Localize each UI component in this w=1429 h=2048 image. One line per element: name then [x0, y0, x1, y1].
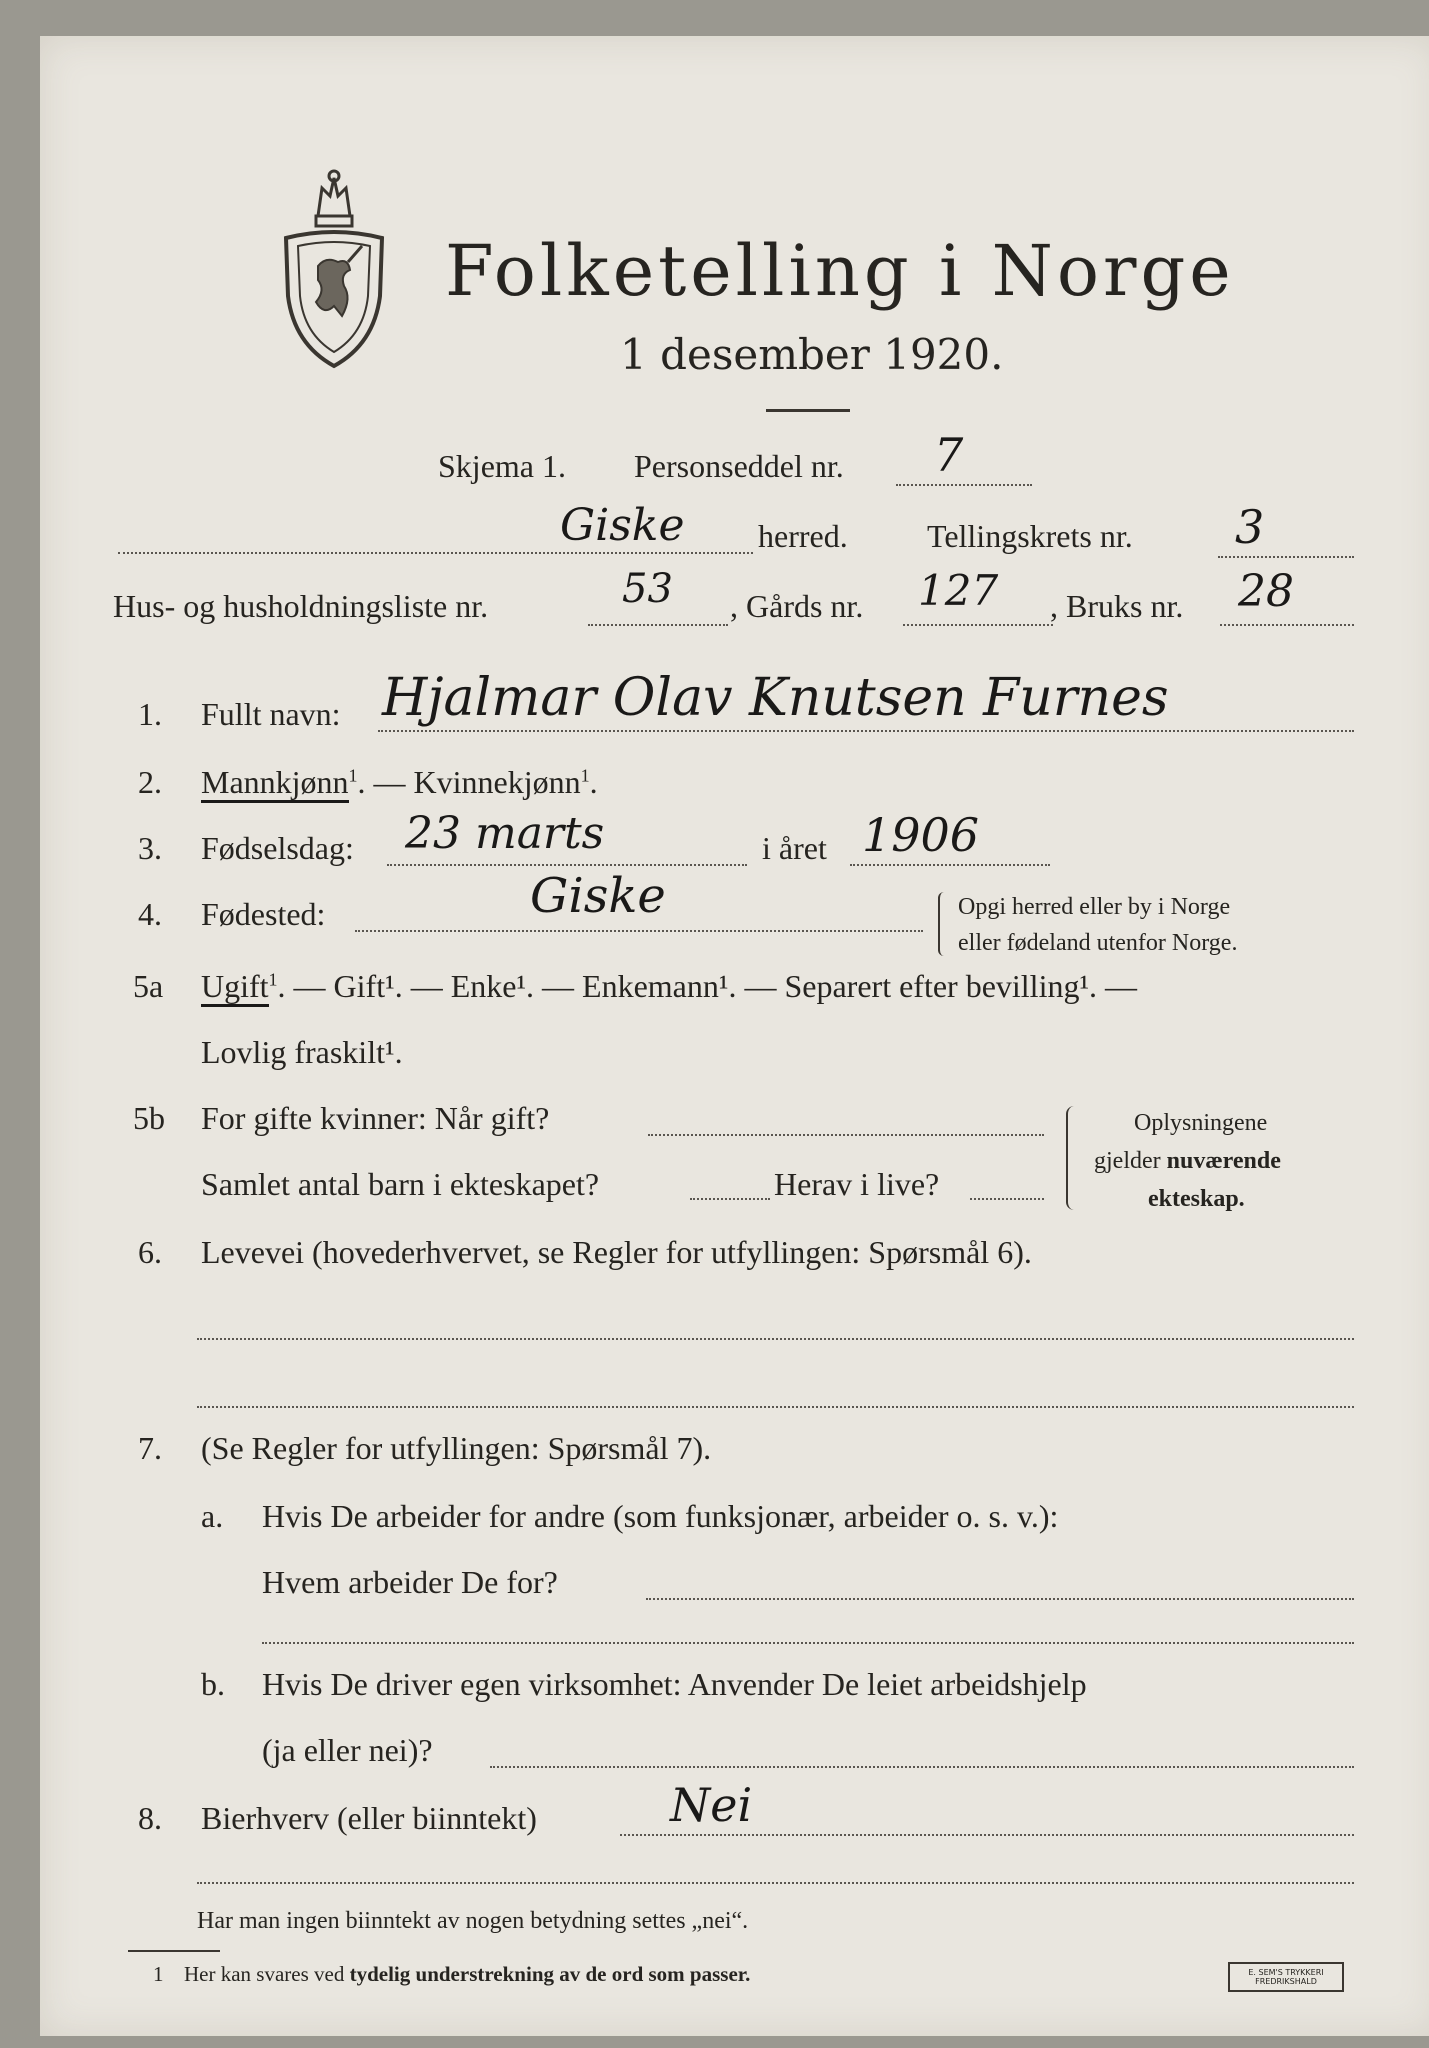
q5b-brace — [1066, 1106, 1078, 1210]
q7a-question: Hvem arbeider De for? — [262, 1564, 558, 1600]
q4-brace — [938, 892, 948, 956]
q5b-married-when-line — [648, 1134, 1044, 1136]
form-title: Folketelling i Norge — [445, 230, 1235, 312]
gards-value[interactable]: 127 — [918, 566, 999, 615]
marital-fraskilt: Lovlig fraskilt¹. — [201, 1034, 403, 1070]
q6-line2[interactable] — [197, 1406, 1354, 1408]
q8-line — [620, 1834, 1354, 1836]
sex-male-option[interactable]: Mannkjønn$^1$. — Kvinnekjønn$^1$. — [201, 764, 598, 801]
title-divider — [766, 409, 850, 412]
husliste-label: Hus- og husholdningsliste nr. — [113, 588, 489, 624]
marital-status-options[interactable]: Ugift$^1$. — Gift¹. — Enke¹. — Enkemann¹. — Separert efter bevilling¹. — — [201, 968, 1137, 1005]
marital-other-options: . — Gift¹. — Enke¹. — Enkemann¹. — Separert efter bevilling¹. — — [277, 968, 1138, 1004]
printer-stamp — [1228, 1962, 1344, 1992]
birth-year-value[interactable]: 1906 — [862, 808, 980, 862]
husliste-line — [588, 624, 728, 626]
census-date: 1 desember 1920. — [620, 330, 1004, 379]
footnote-text-bold: tydelig understrekning av de ord som passer. — [349, 1962, 751, 1986]
birthday-value[interactable]: 23 marts — [405, 808, 605, 859]
q5b-note-gjelder: gjelder — [1094, 1148, 1167, 1174]
personseddel-line — [896, 484, 1032, 486]
q3-line — [387, 864, 747, 866]
q7a-line2[interactable] — [262, 1642, 1354, 1644]
sex-separator: . — — [357, 764, 414, 800]
q3-year-label: i året — [762, 830, 827, 866]
footnote-divider — [128, 1950, 220, 1952]
q8-number: 8. — [138, 1800, 162, 1836]
q7-number: 7. — [138, 1430, 162, 1466]
sex-end: . — [589, 764, 598, 800]
q3-year-line — [850, 864, 1050, 866]
birthplace-value[interactable]: Giske — [530, 868, 666, 924]
herred-label: herred. — [758, 518, 848, 554]
q3-label: Fødselsdag: — [201, 830, 354, 866]
q5b-children-line — [690, 1198, 770, 1200]
q3-number: 3. — [138, 830, 162, 866]
herred-line — [118, 552, 753, 554]
q5a-number: 5a — [133, 968, 164, 1004]
footnote-marker: 1 — [153, 1962, 164, 1986]
tellingskrets-line — [1218, 556, 1354, 558]
personseddel-label: Personseddel nr. — [634, 448, 844, 484]
bruks-value[interactable]: 28 — [1238, 566, 1294, 617]
q5b-note-line3: ekteskap. — [1148, 1186, 1245, 1212]
q5b-note-line1: Oplysningene — [1134, 1110, 1268, 1136]
sex-male-label: Mannkjønn — [201, 764, 349, 803]
husliste-value[interactable]: 53 — [622, 566, 673, 612]
q7-label: (Se Regler for utfyllingen: Spørsmål 7). — [201, 1430, 712, 1466]
q4-label: Fødested: — [201, 896, 326, 932]
personseddel-value[interactable]: 7 — [934, 428, 964, 482]
footnote-text-plain: Her kan svares ved — [184, 1962, 350, 1986]
q5b-children-label: Samlet antal barn i ekteskapet? — [201, 1166, 600, 1202]
q7b-letter: b. — [201, 1666, 225, 1702]
q1-number: 1. — [138, 696, 162, 732]
footer-note: Har man ingen biinntekt av nogen betydning settes „nei“. — [197, 1908, 749, 1934]
marital-ugift-label: Ugift — [201, 968, 269, 1007]
full-name-value[interactable]: Hjalmar Olav Knutsen Furnes — [382, 668, 1169, 728]
norway-coat-of-arms-icon — [278, 166, 390, 370]
bruks-label: , Bruks nr. — [1050, 588, 1184, 624]
q5b-number: 5b — [133, 1100, 165, 1136]
herred-value[interactable]: Giske — [560, 500, 685, 551]
footnote-text — [184, 1962, 750, 1987]
q2-number: 2. — [138, 764, 162, 800]
q7b-text: Hvis De driver egen virksomhet: Anvender De leiet arbeidshjelp — [262, 1666, 1087, 1702]
gards-label: , Gårds nr. — [730, 588, 864, 624]
q4-note-line1: Opgi herred eller by i Norge — [958, 894, 1231, 920]
q7a-text: Hvis De arbeider for andre (som funksjonær, arbeider o. s. v.): — [262, 1498, 1059, 1534]
q4-number: 4. — [138, 896, 162, 932]
bruks-line — [1220, 624, 1354, 626]
side-income-value[interactable]: Nei — [670, 1778, 753, 1832]
q1-label: Fullt navn: — [201, 696, 341, 732]
q8-line2 — [197, 1882, 1354, 1884]
q5b-alive-label: Herav i live? — [774, 1166, 940, 1202]
tellingskrets-label: Tellingskrets nr. — [927, 518, 1133, 554]
q5b-married-when-label: For gifte kvinner: Når gift? — [201, 1100, 550, 1136]
q7a-letter: a. — [201, 1498, 224, 1534]
q4-line — [355, 930, 923, 932]
q5b-note-nuvaerende: nuværende — [1166, 1148, 1281, 1174]
q6-label: Levevei (hovederhvervet, se Regler for utfyllingen: Spørsmål 6). — [201, 1234, 1032, 1270]
gards-line — [903, 624, 1053, 626]
q6-line1[interactable] — [197, 1338, 1354, 1340]
q7b-question: (ja eller nei)? — [262, 1732, 433, 1768]
q6-number: 6. — [138, 1234, 162, 1270]
q7a-line1[interactable] — [646, 1598, 1354, 1600]
q4-note-line2: eller fødeland utenfor Norge. — [958, 930, 1238, 956]
q7b-line[interactable] — [490, 1766, 1354, 1768]
printer-stamp-text: E. SEM'S TRYKKERI FREDRIKSHALD — [1248, 1968, 1324, 1986]
tellingskrets-value[interactable]: 3 — [1235, 500, 1265, 554]
sex-female-label: Kvinnekjønn — [413, 764, 581, 800]
q1-line — [378, 730, 1354, 732]
q5b-note-line2 — [1094, 1148, 1281, 1175]
q8-label: Bierhverv (eller biinntekt) — [201, 1800, 537, 1836]
skjema-label: Skjema 1. — [438, 448, 566, 484]
q5b-alive-line — [970, 1198, 1044, 1200]
